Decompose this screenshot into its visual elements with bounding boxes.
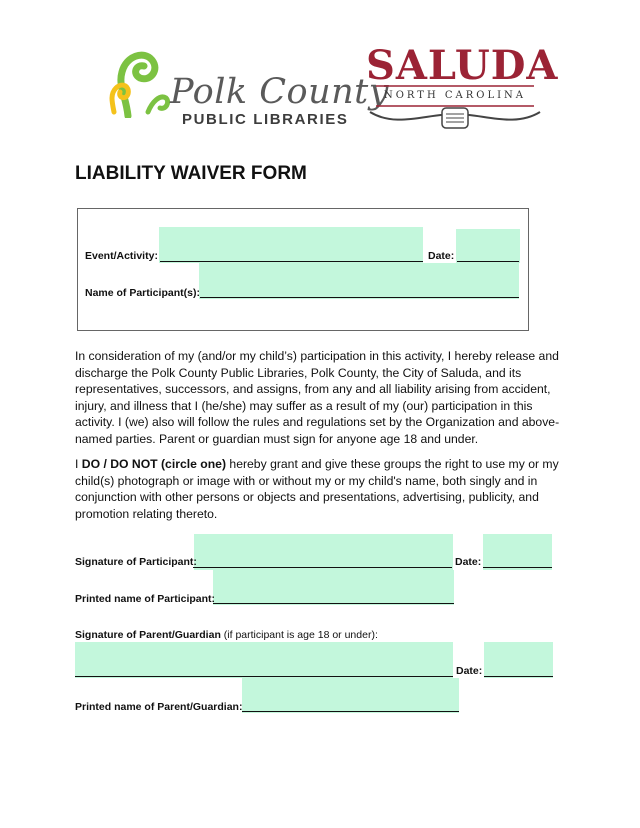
event-activity-input[interactable] — [159, 227, 423, 263]
participant-names-label: Name of Participant(s): — [85, 287, 200, 299]
event-date-line — [457, 261, 519, 262]
participant-printed-name-label: Printed name of Participant: — [75, 593, 216, 605]
guardian-printed-name-input[interactable] — [242, 678, 459, 713]
guardian-date-label: Date: — [456, 665, 483, 677]
participant-date-line — [483, 567, 552, 568]
guardian-signature-label — [75, 629, 378, 641]
guardian-date-input[interactable] — [484, 642, 553, 678]
participant-names-input[interactable] — [199, 263, 519, 299]
event-date-input[interactable] — [456, 229, 520, 263]
guardian-signature-label-text: Signature of Parent/Guardian — [75, 629, 221, 641]
participant-signature-input[interactable] — [194, 534, 453, 570]
saluda-logo-subtitle: NORTH CAROLINA — [383, 90, 527, 101]
polk-logo-swirl-icon — [108, 46, 172, 118]
guardian-signature-line — [75, 676, 453, 677]
photo-consent-text: hereby grant and give these groups the right to use my or my child(s) photograph or image with or without my or my child's name, both singly and in conjunction with other persons or objects and presentations, advertising, publicity, and promotion relating thereto. — [75, 457, 559, 521]
header-logos — [0, 0, 640, 145]
event-activity-line — [160, 261, 423, 262]
participant-printed-name-line — [213, 603, 454, 604]
participant-date-input[interactable] — [483, 534, 552, 570]
page-title: LIABILITY WAIVER FORM — [75, 163, 307, 184]
event-activity-label: Event/Activity: — [85, 250, 158, 262]
participant-names-line — [200, 297, 519, 298]
guardian-date-line — [484, 676, 553, 677]
participant-printed-name-input[interactable] — [213, 570, 454, 605]
participant-signature-line — [193, 567, 452, 568]
photo-consent-paragraph — [75, 456, 565, 522]
saluda-logo-title: SALUDA — [366, 42, 559, 89]
release-paragraph: In consideration of my (and/or my child’s) participation in this activity, I hereby release and discharge the Polk County Public Libraries, Polk County, the City of Saluda, and its representatives, successors, and assigns, from any and all liability arising from accident, injury, and illness that I (he/she) may suffer as a result of my (our) participation in this activity. I (we) also will follow the rules and regulations set by the Organization and above-named parties. Parent or guardian must sign for anyone age 18 and under. — [75, 349, 560, 446]
participant-date-label: Date: — [455, 556, 482, 568]
guardian-signature-input[interactable] — [75, 642, 453, 678]
guardian-printed-name-line — [242, 711, 459, 712]
participant-signature-label: Signature of Participant: — [75, 556, 197, 568]
photo-consent-choice: DO / DO NOT (circle one) — [81, 457, 227, 471]
polk-logo-title: Polk County — [170, 72, 390, 112]
guardian-printed-name-label: Printed name of Parent/Guardian: — [75, 701, 243, 713]
photo-consent-prefix: I — [75, 457, 82, 471]
event-date-label: Date: — [428, 250, 455, 262]
guardian-signature-note: (if participant is age 18 or under): — [220, 629, 378, 641]
polk-logo-subtitle: PUBLIC LIBRARIES — [182, 111, 349, 128]
